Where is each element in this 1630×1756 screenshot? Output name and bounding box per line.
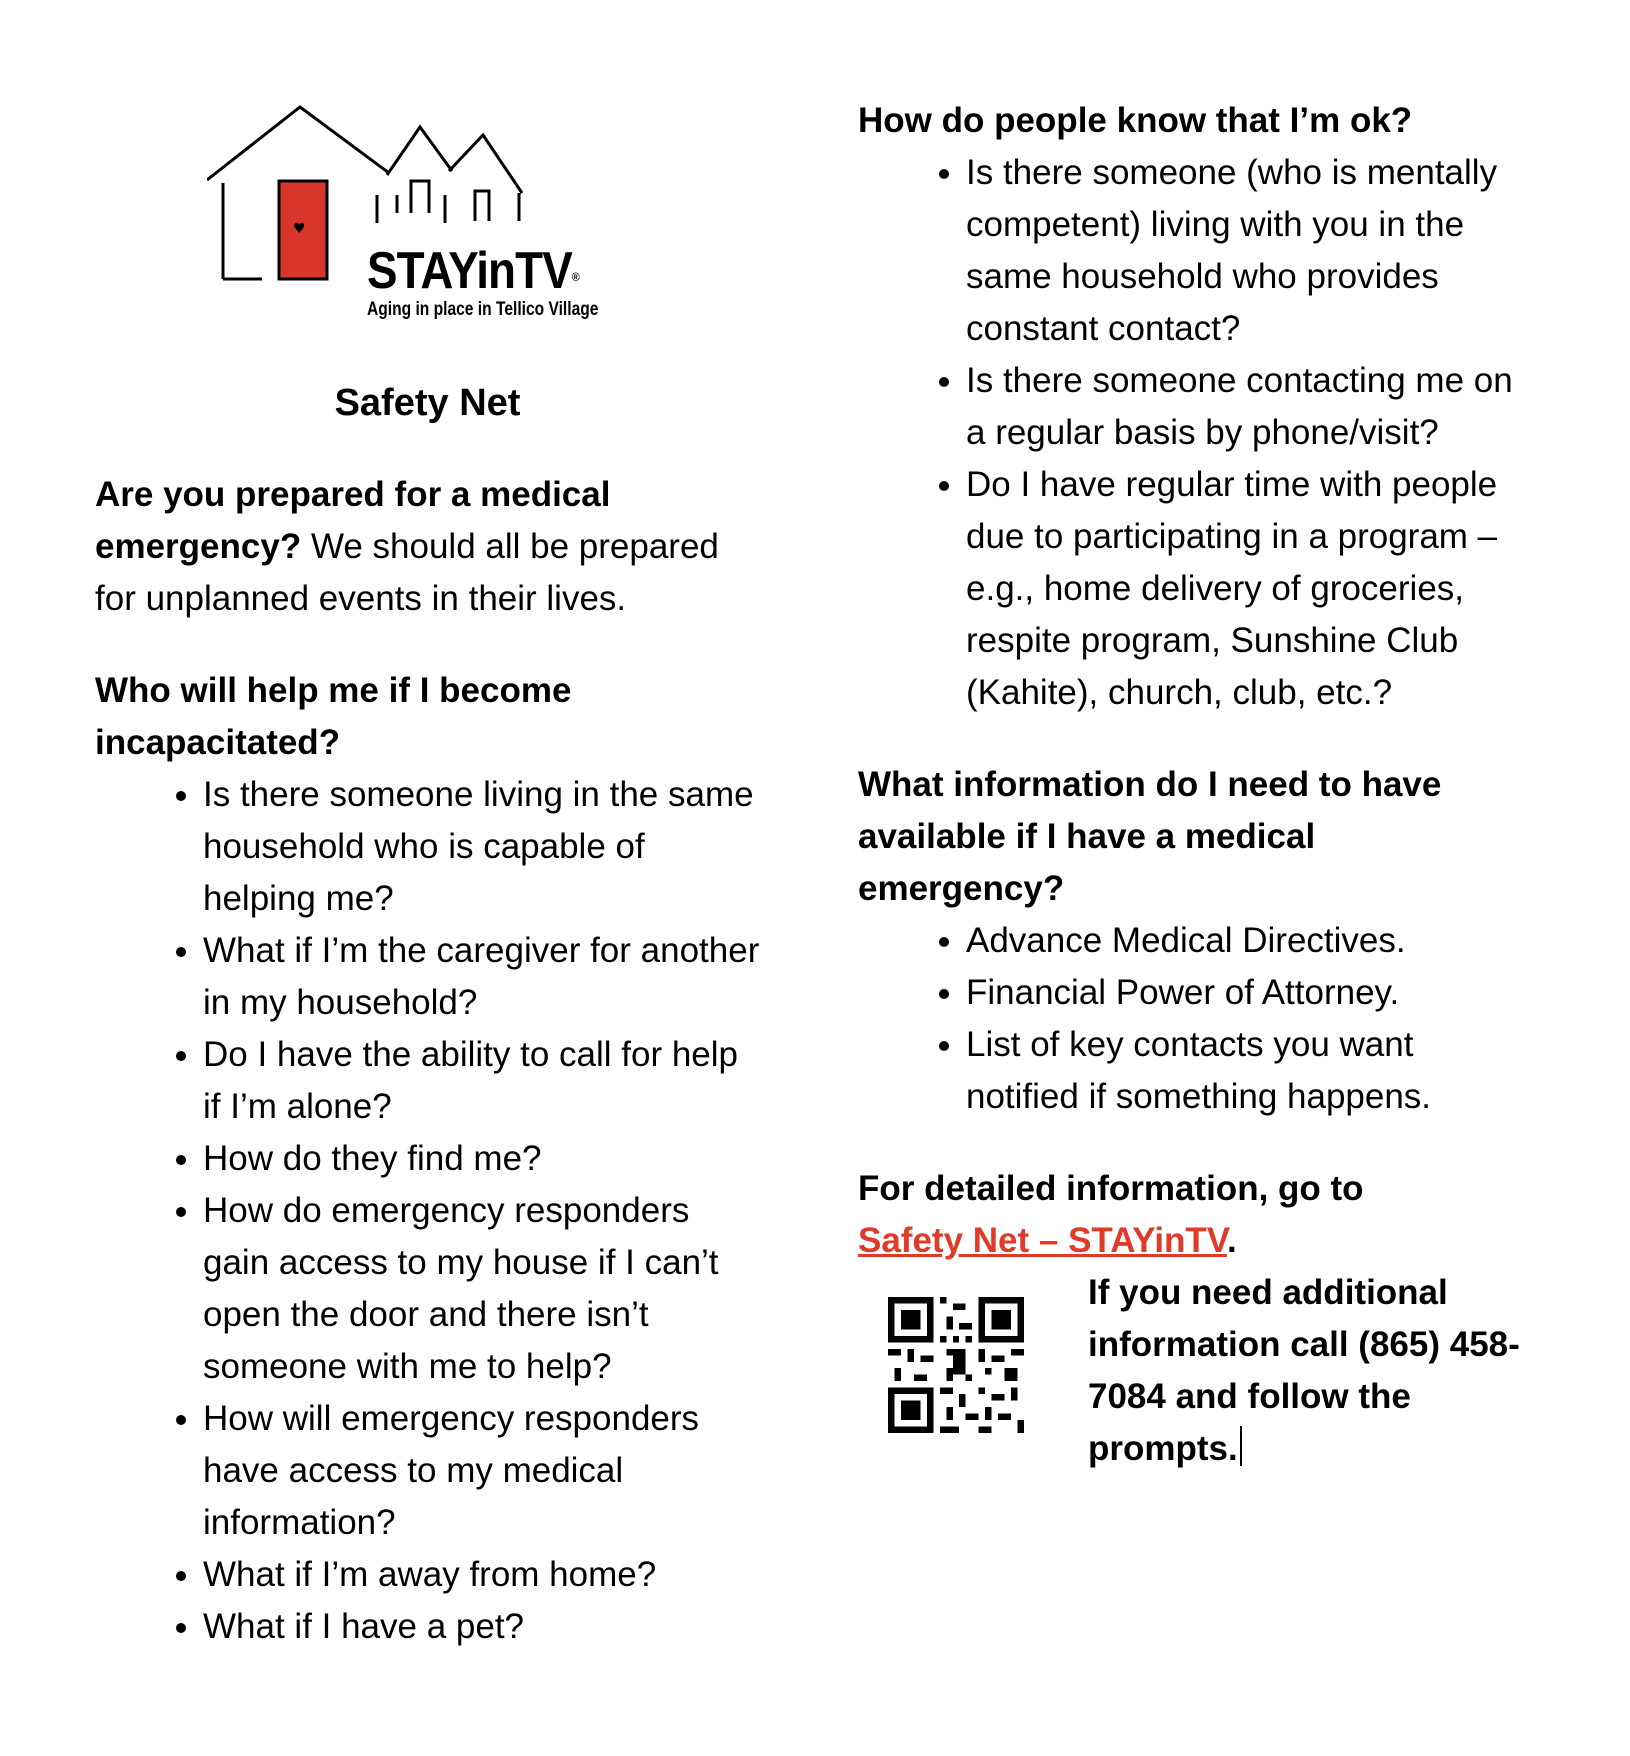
list-item: • Is there someone living in the same household who is capable of helping me? <box>203 769 760 925</box>
right-column <box>858 95 1528 1467</box>
details-paragraph <box>858 1163 1528 1267</box>
list-item: • What if I have a pet? <box>203 1601 760 1653</box>
list-item: • Is there someone (who is mentally competent) living with you in the same household who provides constant contact? <box>966 147 1528 355</box>
list-item: • How will emergency responders have access to my medical information? <box>203 1393 760 1549</box>
help-list <box>95 769 760 1653</box>
list-item: • How do emergency responders gain access to my house if I can’t open the door and there isn’t someone with me to help? <box>203 1185 760 1393</box>
stayintv-logo <box>207 95 627 335</box>
text-cursor <box>1240 1426 1242 1466</box>
list-item: • Is there someone contacting me on a regular basis by phone/visit? <box>966 355 1528 459</box>
ok-heading: How do people know that I’m ok? <box>858 101 1413 140</box>
list-item: • Do I have regular time with people due to participating in a program – e.g., home delivery of groceries, respite program, Sunshine Club (Kahite), church, club, etc.? <box>966 459 1528 719</box>
intro-paragraph <box>95 469 760 625</box>
logo-tagline: Aging in place in Tellico Village <box>367 299 599 320</box>
list-item: • What if I’m away from home? <box>203 1549 760 1601</box>
details-suffix: . <box>1226 1221 1237 1260</box>
call-text: If you need additional information call (865) 458-7084 and follow the prompts. <box>1088 1273 1520 1468</box>
help-heading: Who will help me if I become incapacitated? <box>95 671 572 762</box>
safety-net-link[interactable]: Safety Net – STAYinTV <box>858 1221 1227 1260</box>
info-heading: What information do I need to have available if I have a medical emergency? <box>858 765 1442 908</box>
qr-code-icon[interactable] <box>888 1297 1024 1433</box>
ok-list <box>858 147 1528 719</box>
info-list <box>858 915 1528 1123</box>
details-prefix: For detailed information, go to <box>858 1169 1364 1208</box>
list-item: • How do they find me? <box>203 1133 760 1185</box>
list-item: • What if I’m the caregiver for another in my household? <box>203 925 760 1029</box>
list-item: • List of key contacts you want notified if something happens. <box>966 1019 1528 1123</box>
contact-row <box>858 1267 1528 1467</box>
call-instructions <box>1088 1267 1528 1475</box>
left-column <box>95 95 760 1653</box>
list-item: • Financial Power of Attorney. <box>966 967 1528 1019</box>
intro-text: We should all be prepared for unplanned events in their lives. <box>95 527 719 618</box>
logo-brand: STAYinTV® <box>367 242 579 300</box>
intro-question: Are you prepared for a medical emergency? <box>95 475 611 566</box>
page-title: Safety Net <box>334 382 521 424</box>
list-item: • Do I have the ability to call for help if I’m alone? <box>203 1029 760 1133</box>
list-item: • Advance Medical Directives. <box>966 915 1528 967</box>
svg-text:♥: ♥ <box>293 221 306 237</box>
